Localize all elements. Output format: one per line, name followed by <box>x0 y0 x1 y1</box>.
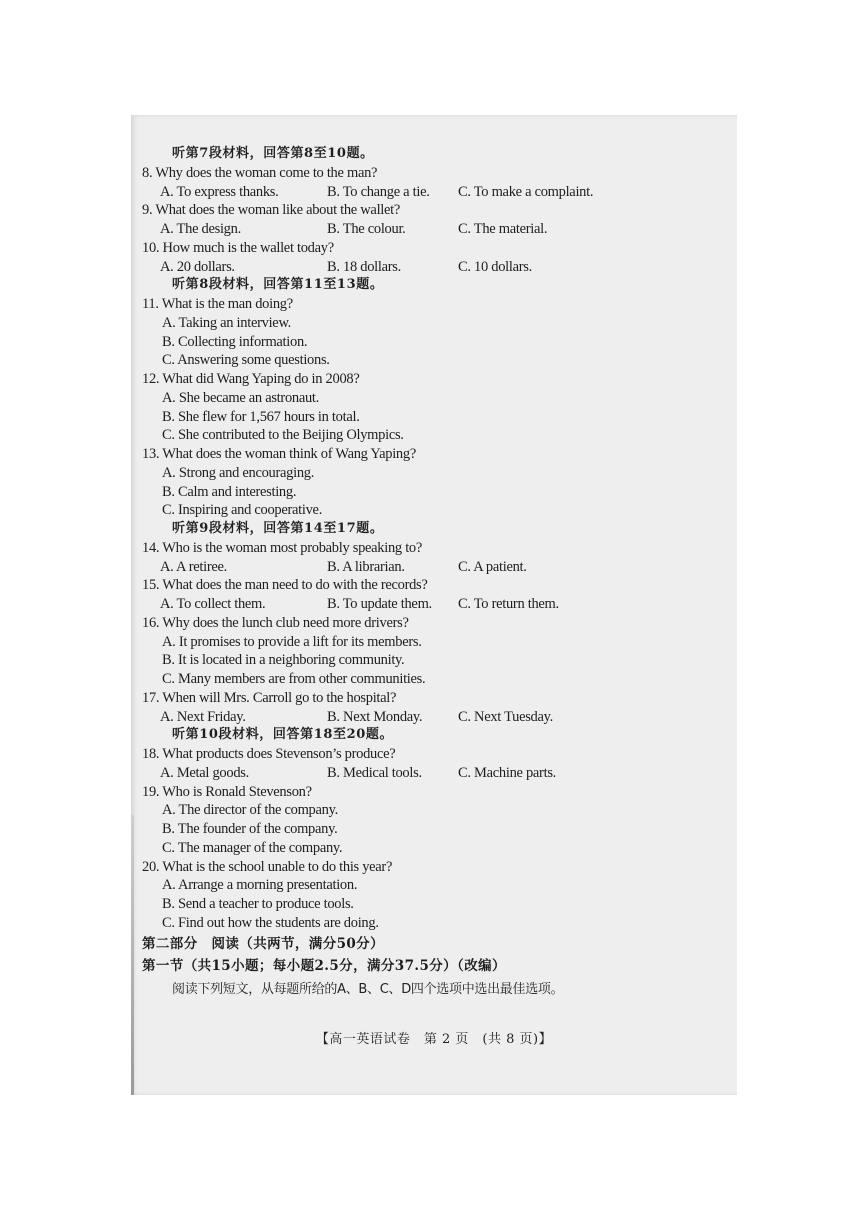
option-b: B. Next Monday. <box>327 708 423 725</box>
section-heading: 听第9段材料，回答第14至17题。 <box>172 521 384 536</box>
option-b: B. To change a tie. <box>327 183 430 200</box>
option-row <box>142 708 722 727</box>
option-b: B. 18 dollars. <box>327 258 401 275</box>
question-stem: 13. What does the woman think of Wang Yaping? <box>142 446 416 462</box>
page-footer: 【高一英语试卷 第 2 页 (共 8 页)】 <box>315 1032 553 1047</box>
option-b: B. Medical tools. <box>327 764 422 781</box>
option-c: C. A patient. <box>458 558 527 575</box>
question-stem: 11. What is the man doing? <box>142 296 293 312</box>
option-a: A. Metal goods. <box>160 764 249 781</box>
option-a: A. She became an astronaut. <box>162 389 319 406</box>
option-row <box>142 558 722 577</box>
reading-instruction: 阅读下列短文，从每题所给的A、B、C、D四个选项中选出最佳选项。 <box>172 981 564 997</box>
question-stem: 14. Who is the woman most probably speaking to? <box>142 539 423 556</box>
option-a: A. Strong and encouraging. <box>162 464 315 481</box>
option-a: A. Next Friday. <box>160 708 246 725</box>
option-row <box>142 764 722 783</box>
option-b: B. To update them. <box>327 596 432 612</box>
option-b: B. The founder of the company. <box>162 821 338 837</box>
question-stem: 20. What is the school unable to do this year? <box>142 858 393 875</box>
option-row <box>142 220 722 239</box>
option-c: C. Machine parts. <box>458 764 556 781</box>
option-b: B. A librarian. <box>327 558 405 575</box>
question-stem: 15. What does the man need to do with the records? <box>142 577 428 594</box>
option-a: A. To express thanks. <box>160 183 279 200</box>
option-a: A. It promises to provide a lift for its members. <box>162 633 422 650</box>
option-a: A. A retiree. <box>160 558 227 575</box>
question-stem: 9. What does the woman like about the wallet? <box>142 202 401 219</box>
option-c: C. Answering some questions. <box>162 352 330 369</box>
option-c: C. She contributed to the Beijing Olympics. <box>162 427 404 444</box>
question-stem: 16. Why does the lunch club need more drivers? <box>142 614 409 631</box>
part-two-title: 第二部分 阅读（共两节，满分50分） <box>142 935 384 952</box>
option-c: C. 10 dollars. <box>458 258 532 275</box>
question-stem: 12. What did Wang Yaping do in 2008? <box>142 371 360 387</box>
option-c: C. The material. <box>458 221 548 237</box>
option-b: B. Send a teacher to produce tools. <box>162 896 354 912</box>
option-c: C. Many members are from other communities. <box>162 671 426 687</box>
option-b: B. She flew for 1,567 hours in total. <box>162 408 360 425</box>
option-a: A. To collect them. <box>160 596 266 612</box>
option-c: C. The manager of the company. <box>162 839 343 856</box>
exam-content <box>142 145 722 1003</box>
section-one-title: 第一节（共15小题；每小题2.5分，满分37.5分）（改编） <box>142 957 506 974</box>
option-c: C. Next Tuesday. <box>458 708 553 725</box>
question-stem: 10. How much is the wallet today? <box>142 239 334 256</box>
question-stem: 8. Why does the woman come to the man? <box>142 164 378 181</box>
question-stem: 19. Who is Ronald Stevenson? <box>142 783 312 800</box>
option-a: A. The design. <box>160 221 241 237</box>
option-c: C. Find out how the students are doing. <box>162 914 379 931</box>
option-b: B. It is located in a neighboring community. <box>162 652 405 669</box>
option-b: B. The colour. <box>327 221 406 237</box>
option-row <box>142 183 722 202</box>
option-c: C. To make a complaint. <box>458 183 594 200</box>
option-row <box>142 258 722 277</box>
option-row <box>142 595 722 614</box>
question-stem: 18. What products does Stevenson’s produce? <box>142 746 396 762</box>
option-b: B. Calm and interesting. <box>162 483 297 500</box>
section-heading: 听第8段材料，回答第11至13题。 <box>172 277 384 293</box>
section-heading: 听第10段材料，回答第18至20题。 <box>172 727 394 743</box>
option-a: A. Arrange a morning presentation. <box>162 877 358 894</box>
section-heading: 听第7段材料，回答第8至10题。 <box>172 146 374 161</box>
option-c: C. To return them. <box>458 596 559 612</box>
option-a: A. Taking an interview. <box>162 314 291 331</box>
option-b: B. Collecting information. <box>162 333 308 350</box>
question-stem: 17. When will Mrs. Carroll go to the hospital? <box>142 689 397 706</box>
option-a: A. The director of the company. <box>162 802 338 819</box>
option-c: C. Inspiring and cooperative. <box>162 502 323 519</box>
option-a: A. 20 dollars. <box>160 258 235 275</box>
